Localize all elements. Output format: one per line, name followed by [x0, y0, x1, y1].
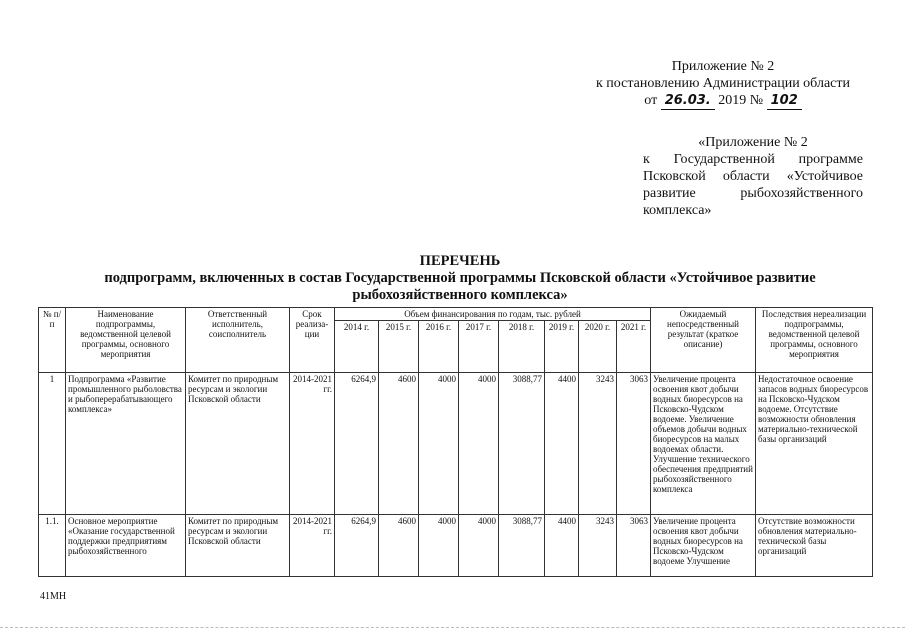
appendix2-line2: к Государственной программе: [643, 152, 863, 167]
handwritten-number: 102: [767, 92, 802, 110]
col-header-num: № п/п: [39, 308, 66, 373]
row-value-2020: 3243: [579, 373, 617, 515]
row-term: 2014-2021 гг.: [290, 373, 335, 515]
appendix-title: Приложение № 2: [671, 59, 775, 74]
col-header-name: Наименование подпрограммы, ведомственной целевой программы, основного мероприятия: [66, 308, 186, 373]
appendix-date-line: [583, 92, 863, 110]
subprograms-table: [38, 307, 873, 577]
row-consequences: Недостаточное освоение запасов водных биоресурсов на Псковско-Чудском водоеме. Отсутствие возможности обновления материально-технической базы организаций: [756, 373, 873, 515]
year-header: 2018 г.: [499, 321, 545, 373]
appendix2-block: [643, 134, 863, 219]
row-consequences: Отсутствие возможности обновления материально-технической базы организаций: [756, 515, 873, 577]
row-result: Увеличение процента освоения квот добычи водных биоресурсов на Псковско-Чудском водоеме. Увеличение объемов добычи водных биоресурсов на малых водоемах области. Улучшение технического обеспечения предприятий рыбохозяйственного комплекса: [651, 373, 756, 515]
row-value-2017: 4000: [459, 373, 499, 515]
year-header: 2021 г.: [617, 321, 651, 373]
row-name: Подпрограмма «Развитие промышленного рыболовства и рыбоперерабатывающего комплекса»: [66, 373, 186, 515]
title-heading: ПЕРЕЧЕНЬ: [419, 253, 501, 269]
row-num: 1: [39, 373, 66, 515]
date-prefix: от: [644, 93, 658, 108]
table-row: [39, 515, 873, 577]
table-row: [39, 373, 873, 515]
year-header: 2020 г.: [579, 321, 617, 373]
row-value-2016: 4000: [419, 515, 459, 577]
row-num: 1.1.: [39, 515, 66, 577]
row-value-2014: 6264,9: [335, 515, 379, 577]
row-value-2018: 3088,77: [499, 515, 545, 577]
row-term: 2014-2021 гг.: [290, 515, 335, 577]
appendix2-line3: Псковской области «Устойчивое: [643, 169, 863, 184]
col-header-consequences: Последствия нереализации подпрограммы, ведомственной целевой программы, основного мероприятия: [756, 308, 873, 373]
row-responsible: Комитет по природным ресурсам и экологии Псковской области: [186, 373, 290, 515]
row-value-2021: 3063: [617, 373, 651, 515]
appendix2-line4: развитие рыбохозяйственного: [643, 186, 863, 201]
row-value-2018: 3088,77: [499, 373, 545, 515]
table-header-row: [39, 308, 873, 321]
appendix2-line5: комплекса»: [643, 203, 712, 218]
appendix2-title: «Приложение № 2: [698, 135, 808, 150]
row-value-2019: 4400: [545, 515, 579, 577]
year-header: 2014 г.: [335, 321, 379, 373]
footer-code: 41МН: [40, 591, 67, 602]
col-header-result: Ожидаемый непосредственный результат (краткое описание): [651, 308, 756, 373]
col-header-funding: Объем финансирования по годам, тыс. рублей: [335, 308, 651, 321]
row-value-2014: 6264,9: [335, 373, 379, 515]
year-header: 2017 г.: [459, 321, 499, 373]
document-title: [60, 253, 860, 304]
title-line2: подпрограмм, включенных в состав Государственной программы Псковской области «Устойчивое развитие: [104, 270, 816, 286]
row-responsible: Комитет по природным ресурсам и экологии Псковской области: [186, 515, 290, 577]
row-value-2015: 4600: [379, 373, 419, 515]
title-line3: рыбохозяйственного комплекса»: [352, 287, 568, 303]
year-header: 2015 г.: [379, 321, 419, 373]
row-value-2016: 4000: [419, 373, 459, 515]
row-value-2017: 4000: [459, 515, 499, 577]
page-edge-divider: [0, 627, 905, 628]
row-result: Увеличение процента освоения квот добычи водных биоресурсов на Псковско-Чудском водоеме Улучшение: [651, 515, 756, 577]
handwritten-date: 26.03.: [661, 92, 715, 110]
row-value-2021: 3063: [617, 515, 651, 577]
year-header: 2019 г.: [545, 321, 579, 373]
appendix-block: [583, 58, 863, 110]
year-header: 2016 г.: [419, 321, 459, 373]
row-value-2015: 4600: [379, 515, 419, 577]
year-number-label: 2019 №: [718, 93, 764, 108]
row-name: Основное мероприятие «Оказание государственной поддержки предприятиям рыбохозяйственного: [66, 515, 186, 577]
row-value-2019: 4400: [545, 373, 579, 515]
appendix-decree: к постановлению Администрации области: [596, 76, 850, 91]
row-value-2020: 3243: [579, 515, 617, 577]
col-header-term: Срок реализа- ции: [290, 308, 335, 373]
col-header-responsible: Ответственный исполнитель, соисполнитель: [186, 308, 290, 373]
